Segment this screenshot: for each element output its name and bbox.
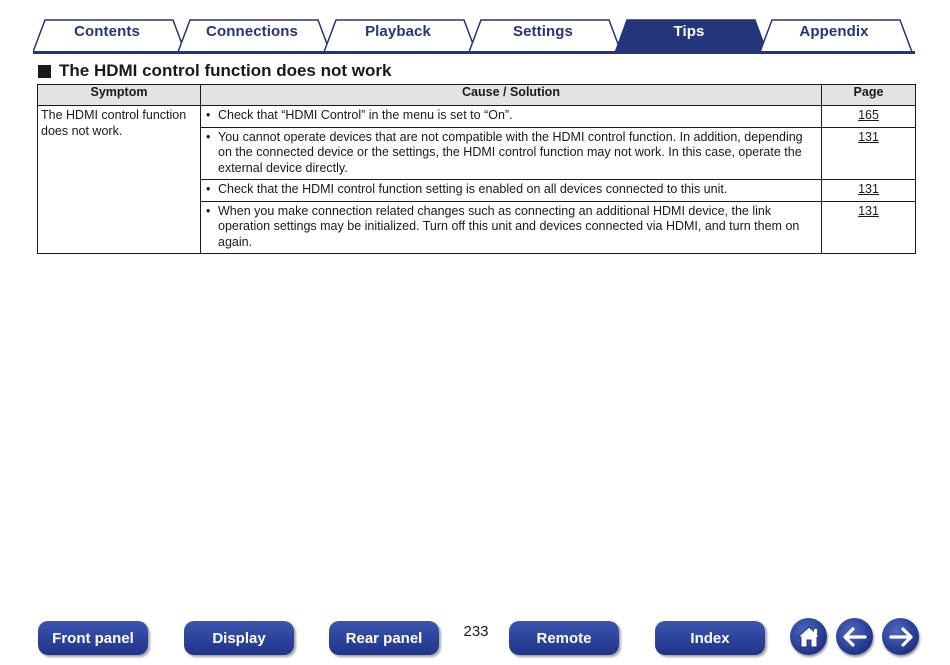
table-header-row xyxy=(38,85,916,106)
tab-contents[interactable]: Contents xyxy=(74,23,140,40)
header-symptom: Symptom xyxy=(38,85,201,106)
cause-text: When you make connection related changes such as connecting an additional HDMI device, the link operation settings may be initialized. Turn off this unit and devices connected via HDMI, and turn them on again. xyxy=(218,203,800,249)
bullet-icon: • xyxy=(206,182,211,196)
page-cell xyxy=(822,127,916,180)
cause-text: Check that “HDMI Control” in the menu is set to “On”. xyxy=(218,108,513,122)
remote-button[interactable]: Remote xyxy=(509,621,619,655)
bullet-icon: • xyxy=(206,203,211,218)
tab-playback[interactable]: Playback xyxy=(365,23,431,40)
tab-tips[interactable]: Tips xyxy=(673,23,705,40)
troubleshooting-table xyxy=(37,84,916,254)
front-panel-button[interactable]: Front panel xyxy=(38,621,148,655)
cause-cell xyxy=(201,201,822,254)
back-button[interactable] xyxy=(836,618,873,655)
bullet-icon: • xyxy=(206,108,211,122)
section-heading xyxy=(38,60,391,82)
square-bullet-icon xyxy=(38,65,51,78)
tab-appendix[interactable]: Appendix xyxy=(799,23,869,40)
arrow-left-icon xyxy=(842,626,868,648)
forward-button[interactable] xyxy=(882,618,919,655)
header-cause: Cause / Solution xyxy=(201,85,822,106)
tab-connections[interactable]: Connections xyxy=(206,23,298,40)
page-cell xyxy=(822,201,916,254)
cause-cell xyxy=(201,106,822,128)
rear-panel-button[interactable]: Rear panel xyxy=(329,621,439,655)
cause-cell xyxy=(201,180,822,202)
page-link[interactable]: 131 xyxy=(858,203,879,218)
page-cell xyxy=(822,106,916,128)
arrow-right-icon xyxy=(888,626,914,648)
page-cell xyxy=(822,180,916,202)
cause-text: Check that the HDMI control function setting is enabled on all devices connected to this unit. xyxy=(218,182,728,196)
tab-settings[interactable]: Settings xyxy=(513,23,573,40)
home-button[interactable] xyxy=(790,618,827,655)
tab-underline xyxy=(33,51,915,54)
symptom-cell: The HDMI control function does not work. xyxy=(38,106,201,254)
page-number: 233 xyxy=(463,623,489,640)
header-page: Page xyxy=(822,85,916,106)
index-button[interactable]: Index xyxy=(655,621,765,655)
cause-cell xyxy=(201,127,822,180)
section-title: The HDMI control function does not work xyxy=(59,61,392,80)
cause-text: You cannot operate devices that are not compatible with the HDMI control function. In addition, depending on the connected device or the settings, the HDMI control function may not work. In this case, operate the external device directly. xyxy=(218,129,803,175)
tab-bar xyxy=(33,18,915,54)
table-row xyxy=(38,106,916,128)
page-link[interactable]: 165 xyxy=(858,108,879,122)
home-icon xyxy=(796,625,822,649)
page-link[interactable]: 131 xyxy=(858,129,879,144)
bullet-icon: • xyxy=(206,129,211,144)
page-link[interactable]: 131 xyxy=(858,182,879,196)
display-button[interactable]: Display xyxy=(184,621,294,655)
